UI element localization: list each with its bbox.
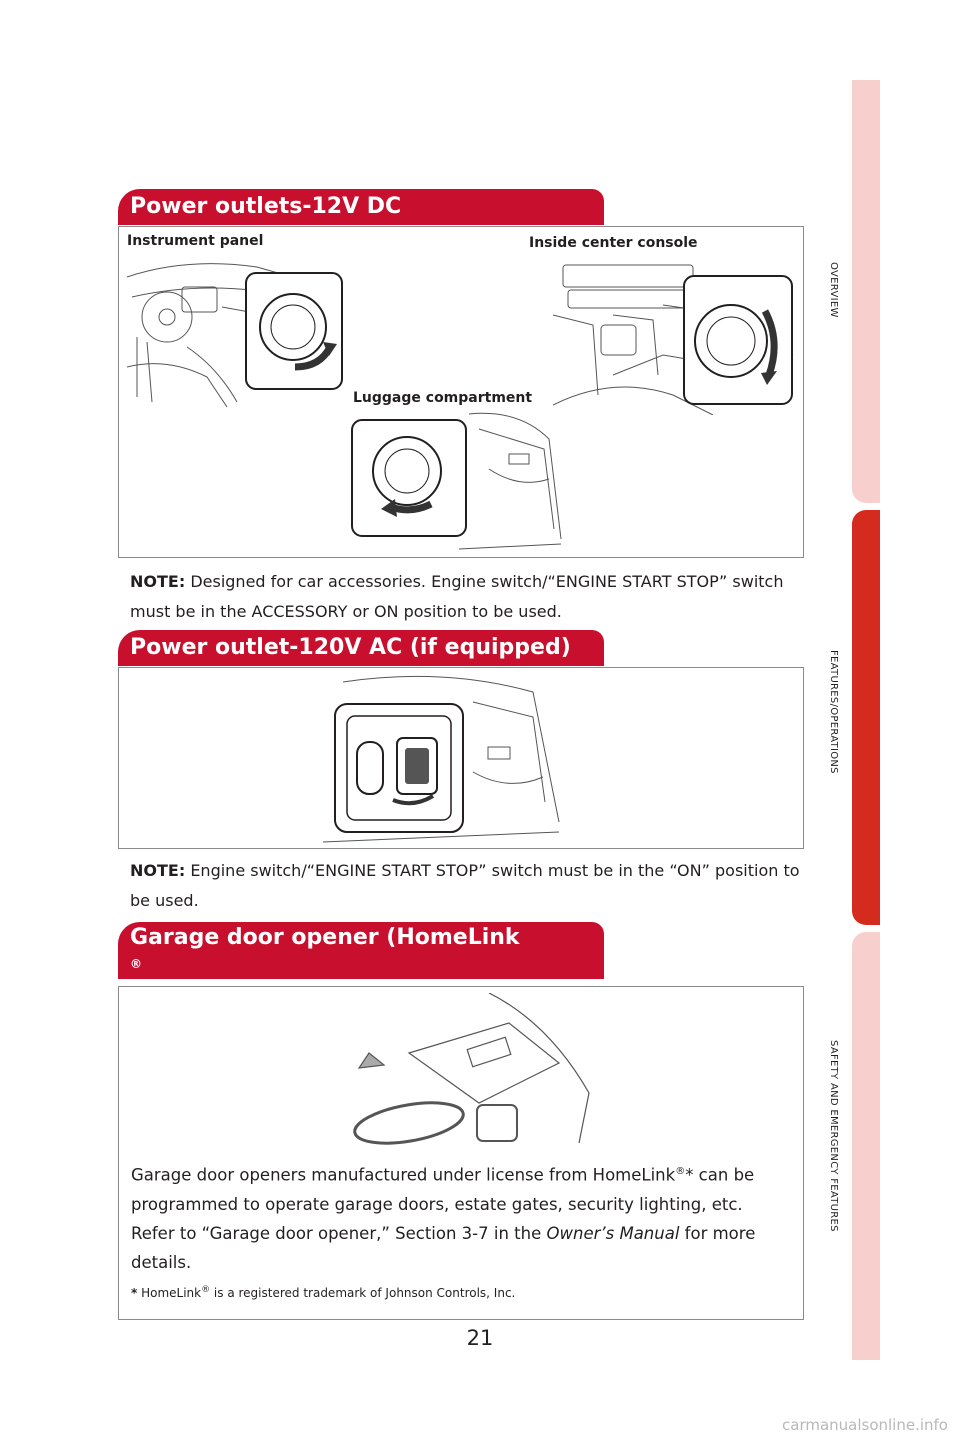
- tab-label-overview: OVERVIEW: [828, 262, 839, 318]
- homelink-paragraph-1: Garage door openers manufactured under license from HomeLink®* can be programmed to operate garage doors, estate gates, security lighting, etc.: [131, 1165, 755, 1214]
- outlet-detail-luggage: [351, 419, 469, 539]
- detail-callout-line: [269, 272, 349, 362]
- tab-overview[interactable]: [852, 80, 880, 503]
- section-title-power-outlets-12v: Power outlets-12V DC: [118, 189, 604, 225]
- note-120v: [130, 856, 800, 916]
- caption-instrument-panel: Instrument panel: [127, 233, 264, 249]
- homelink-paragraph-2: Refer to “Garage door opener,” Section 3-7 in the Owner’s Manual for more details.: [131, 1224, 756, 1272]
- note-text: Designed for car accessories. Engine switch/“ENGINE START STOP” switch must be in the ACCESSORY or ON position to be used.: [130, 572, 784, 621]
- section-title-power-outlet-120v: Power outlet-120V AC (if equipped): [118, 630, 604, 666]
- section-title-garage-door-opener: Garage door opener (HomeLink ®: [118, 922, 604, 979]
- page-number: 21: [466, 1326, 494, 1350]
- note-label: NOTE:: [130, 572, 186, 591]
- figure-120v-outlet: [118, 667, 804, 849]
- tab-label-features: FEATURES/OPERATIONS: [828, 650, 839, 774]
- tab-label-safety: SAFETY AND EMERGENCY FEATURES: [828, 1040, 839, 1232]
- outlet-detail-center-console: [683, 275, 795, 407]
- note-12v: [130, 567, 800, 627]
- caption-center-console: Inside center console: [529, 235, 698, 251]
- watermark: carmanualsonline.info: [782, 1416, 948, 1434]
- luggage-120v-illustration: [323, 672, 563, 848]
- tab-safety-emergency[interactable]: [852, 932, 880, 1360]
- tab-features-operations[interactable]: [852, 510, 880, 925]
- note-label-120v: NOTE:: [130, 861, 186, 880]
- figure-homelink: [118, 986, 804, 1320]
- figure-12v-outlets: [118, 226, 804, 558]
- note-text-120v: Engine switch/“ENGINE START STOP” switch must be in the “ON” position to be used.: [130, 861, 800, 910]
- overhead-console-illustration: [349, 993, 591, 1147]
- homelink-footnote: * HomeLink® is a registered trademark of Johnson Controls, Inc.: [131, 1285, 516, 1300]
- caption-luggage-compartment: Luggage compartment: [353, 390, 533, 406]
